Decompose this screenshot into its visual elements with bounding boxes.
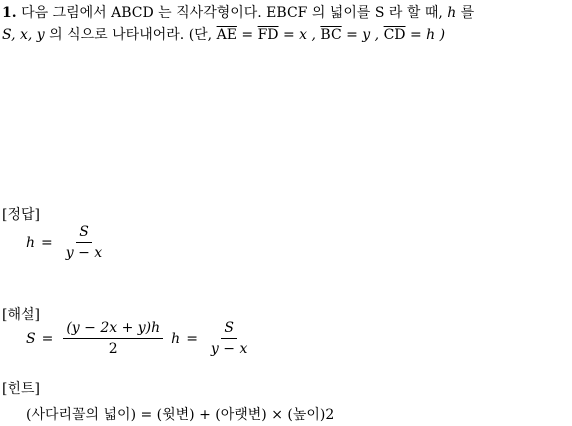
explanation-equals-2: = bbox=[186, 330, 198, 347]
explanation-denominator-2: y − x bbox=[210, 341, 248, 357]
segment-cd: $\overline{CD}$ bbox=[383, 27, 406, 43]
explanation-numerator-1: (y − 2x + y)h bbox=[63, 320, 163, 339]
explanation-fraction-1 bbox=[63, 320, 163, 357]
question-line-2 bbox=[2, 26, 445, 44]
answer-numerator: S bbox=[76, 224, 92, 243]
eq-2: = x , bbox=[282, 27, 316, 43]
hint-text: (사다리꼴의 넓이) = (윗변) + (아랫변) × (높이)2 bbox=[26, 407, 335, 423]
explanation-label: [해설] bbox=[2, 307, 40, 323]
condition-open: (단, bbox=[188, 27, 213, 43]
question-text-1-tail: 를 bbox=[460, 5, 475, 21]
answer-equals: = bbox=[41, 234, 53, 251]
explanation-lhs-2: h bbox=[171, 330, 181, 347]
explanation-formula bbox=[26, 320, 254, 357]
explanation-numerator-2: S bbox=[221, 320, 237, 339]
answer-fraction bbox=[63, 224, 105, 261]
eq-3: = y , bbox=[346, 27, 380, 43]
explanation-lhs: S bbox=[26, 330, 36, 347]
question-text-2: 의 식으로 나타내어라. bbox=[49, 27, 185, 43]
explanation-fraction-2 bbox=[208, 320, 250, 357]
answer-formula bbox=[26, 224, 109, 261]
eq-4: = h ) bbox=[409, 27, 446, 43]
var-h: h bbox=[447, 5, 457, 21]
eq-1: = bbox=[241, 27, 254, 43]
question-number: 1. bbox=[2, 5, 17, 21]
explanation-equals: = bbox=[41, 330, 54, 347]
answer-denominator: y − x bbox=[65, 245, 103, 261]
answer-lhs: h bbox=[26, 234, 36, 251]
segment-fd: $\overline{FD}$ bbox=[257, 27, 279, 43]
answer-label: [정답] bbox=[2, 207, 40, 223]
explanation-denominator-1: 2 bbox=[108, 341, 118, 357]
segment-bc: $\overline{BC}$ bbox=[320, 27, 342, 43]
hint-label: [힌트] bbox=[2, 381, 40, 397]
question-text-1: 다음 그림에서 ABCD 는 직사각형이다. EBCF 의 넓이를 S 라 할 때, bbox=[21, 5, 443, 21]
segment-ae: $\overline{AE}$ bbox=[216, 27, 237, 43]
question-line-1 bbox=[2, 4, 474, 22]
vars-sxy: S, x, y bbox=[2, 27, 45, 43]
